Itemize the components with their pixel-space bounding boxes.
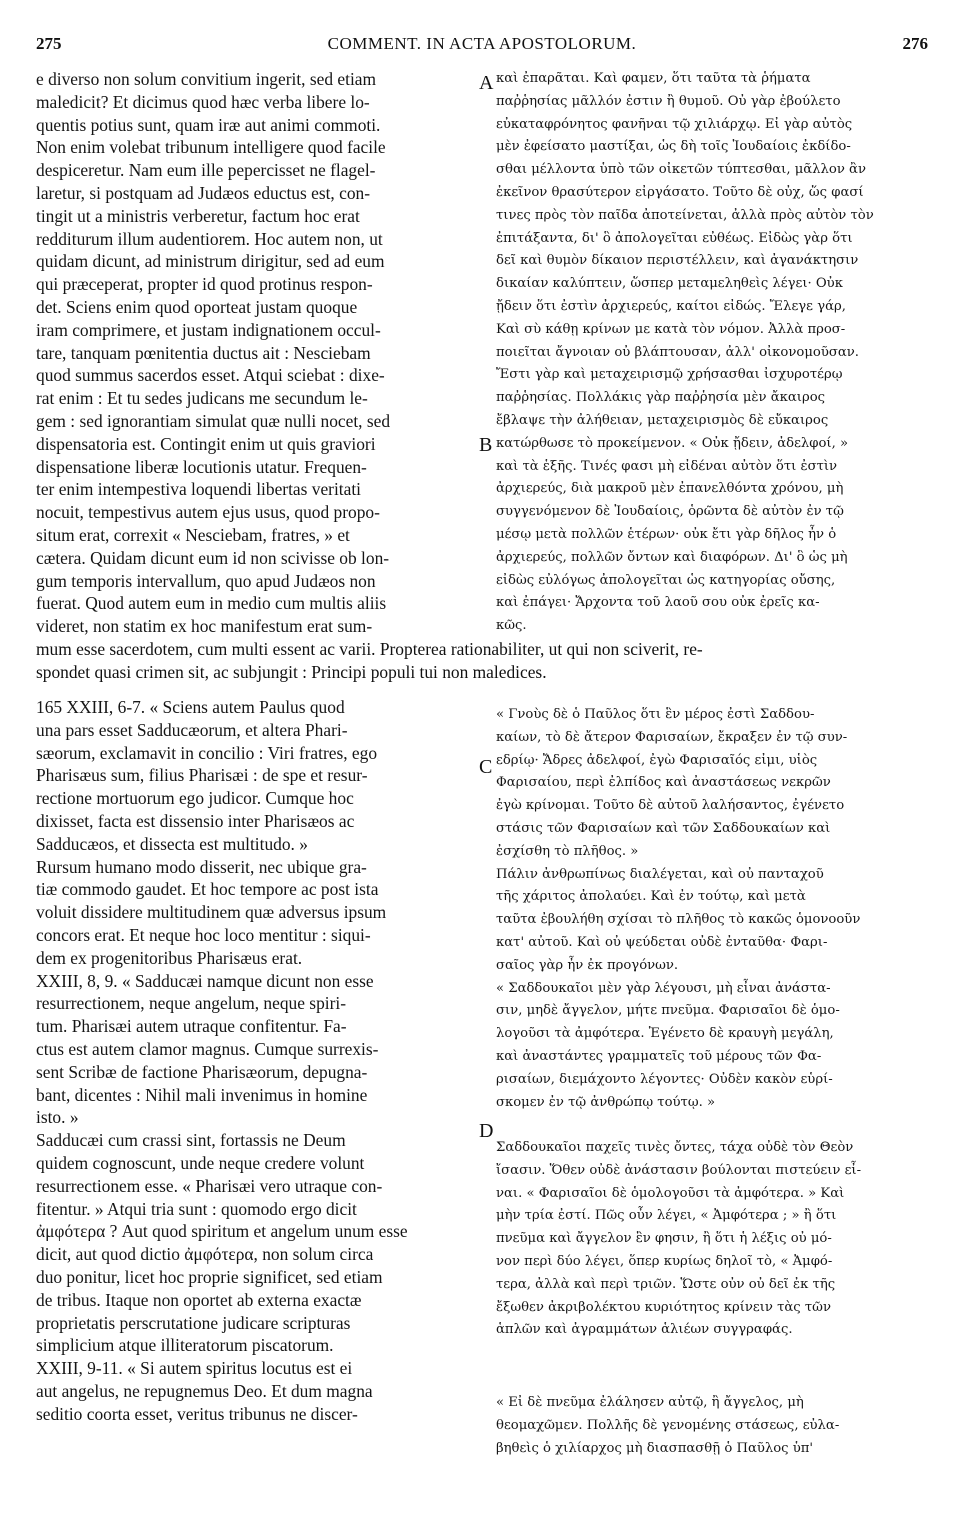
latin-text-line: ἀμφότερα ? Aut quod spiritum et angelum unum esse <box>36 1221 408 1242</box>
greek-text-line: ἔξωθεν ἀκριβολέκτου κυριότητος κρίνειν τὰς τῶν <box>496 1299 831 1315</box>
greek-text-line: σθαι μέλλοντα ὑπὸ τῶν οἰκετῶν τύπτεσθαι, μᾶλλον ἂν <box>496 162 866 178</box>
latin-text-line: bant, dicentes : Nihil mali invenimus in homine <box>36 1084 368 1105</box>
latin-text-line: fitentur. » Atqui tria sunt : quomodo ergo dicit <box>36 1198 357 1219</box>
greek-text-line: καὶ τὰ ἑξῆς. Τινές φασι μὴ εἰδέναι αὐτὸν ὅτι ἐστὶν <box>496 458 838 474</box>
greek-text-line: Πάλιν ἀνθρωπίνως διαλέγεται, καὶ οὐ πανταχοῦ <box>496 866 824 882</box>
greek-text-line: δικαίαν καλύπτειν, ὥσπερ μεταμεληθεὶς λέγει· Οὐκ <box>496 276 843 292</box>
greek-text-line: τινες πρὸς τὸν παῖδα ἀποτείνεται, ἀλλὰ πρὸς αὐτὸν τὸν <box>496 207 874 223</box>
greek-text-line: Καὶ σὺ κάθῃ κρίνων με κατὰ τὸν νόμον. Ἀλλὰ προσ- <box>496 321 846 337</box>
greek-text-line: σκομεν ἐν τῷ ἀνθρώπῳ τούτῳ. » <box>496 1094 716 1110</box>
greek-text-line: ναι. « Φαρισαῖοι δὲ ὁμολογοῦσι τὰ ἀμφότερα. » Καὶ <box>496 1185 845 1201</box>
latin-text-line: fuerat. Quod autem eum in medio cum multis aliis <box>36 593 387 614</box>
running-title: COMMENT. IN ACTA APOSTOLORUM. <box>327 34 637 53</box>
latin-text-line: despiceretur. Nam eum ille pepercisset ne flagel- <box>36 160 376 181</box>
latin-text-line: XXIII, 9-11. « Si autem spiritus locutus est ei <box>36 1358 353 1379</box>
greek-text-line: ἐσχίσθη τὸ πλῆθος. » <box>496 843 639 859</box>
full-width-line-2: spondet quasi crimen sit, ac subjungit : Principi populi tui non maledices. <box>36 662 547 682</box>
greek-text-line: σαῖος γὰρ ἦν ἐκ προγόνων. <box>496 957 679 973</box>
latin-text-line: quentis potius sunt, quam iræ aut animi commoti. <box>36 114 381 135</box>
margin-mark-c: C <box>479 756 493 778</box>
latin-text-line: rectione mortuorum ego judicor. Cumque hoc <box>36 788 354 809</box>
greek-text-line: βηθεὶς ὁ χιλίαρχος μὴ διασπασθῇ ὁ Παῦλος ὑπ' <box>496 1440 814 1456</box>
latin-text-line: quidam dicunt, ad ministrum dirigitur, sed ad eum <box>36 251 385 272</box>
margin-mark-a: A <box>479 72 494 94</box>
greek-text-line: λογοῦσι τὰ ἀμφότερα. Ἐγένετο δὲ κραυγὴ μεγάλη, <box>496 1026 834 1042</box>
greek-text-line: καὶ ἐπαρᾶται. Καὶ φαμεν, ὅτι ταῦτα τὰ ῥήματα <box>496 71 811 86</box>
greek-text-line: νον περὶ δύο λέγει, ὅπερ κυρίως δηλοῖ τὸ, « Ἀμφό- <box>496 1253 833 1269</box>
margin-mark-b: B <box>479 434 493 456</box>
greek-text-line: τερα, ἀλλὰ καὶ περὶ τριῶν. Ὥστε οὐν οὐ δεῖ ἐκ τῆς <box>496 1276 836 1292</box>
greek-text-line: μὲν ἐφείσατο μαστίξαι, ὡς δὴ τοῖς Ἰουδαίοις ἐκδίδο- <box>496 139 851 155</box>
page-number-right: 276 <box>902 34 928 53</box>
latin-text-line: tare, tanquam pœnitentia ductus ait : Nesciebam <box>36 342 371 363</box>
greek-text-line: παῤῥησίας. Πολλάκις γὰρ παῤῥησία μὲν ἄκαιρος <box>496 390 826 406</box>
latin-text-line: e diverso non solum convitium ingerit, sed etiam <box>36 69 377 89</box>
latin-text-line: tingit ut a ministris verberetur, factum hoc erat <box>36 205 360 226</box>
greek-text-line: πνεῦμα καὶ ἄγγελον ἓν φησιν, ἢ ὅτι ἡ λέξις οὐ μό- <box>496 1231 832 1247</box>
greek-column-2a <box>496 704 932 1114</box>
latin-text-line: ctus est autem clamor magnus. Cumque surrexis- <box>36 1038 379 1059</box>
margin-mark-d: D <box>479 1120 494 1142</box>
greek-text-line: καὶ ἐπάγει· Ἄρχοντα τοῦ λαοῦ σου οὐκ ἐρεῖς κα- <box>496 595 820 611</box>
latin-text-line: Non enim volebat tribunum intelligere quod facile <box>36 137 386 158</box>
greek-text-line: συγγενόμενον δὲ Ἰουδαίοις, ὁρῶντα δὲ αὐτὸν ἐν τῷ <box>496 504 844 520</box>
latin-text-line: duo ponitur, licet hoc proprie significet, sed etiam <box>36 1266 383 1287</box>
latin-text-line: cætera. Quidam dicunt eum id non scivisse ob lon- <box>36 547 390 568</box>
latin-text-line: maledicit? Et dicimus quod hæc verba libere lo- <box>36 91 370 112</box>
greek-text-line: κατώρθωσε τὸ προκείμενον. « Οὐκ ᾔδειν, ἀδελφοί, » <box>496 435 849 451</box>
latin-text-line: seditio coorta esset, veritus tribunus ne discer- <box>36 1403 358 1424</box>
greek-text-line: ρισαίων, διεμάχοντο λέγοντες· Οὐδὲν κακὸν εὑρί- <box>496 1071 833 1087</box>
greek-text-line: Ἔστι γὰρ καὶ μεταχειρισμῷ χρήσασθαι ἰσχυροτέρῳ <box>496 367 843 383</box>
latin-text-line: quidem cognoscunt, unde neque credere volunt <box>36 1152 365 1173</box>
latin-text-line: dixisset, facta est dissensio inter Pharisæos ac <box>36 810 355 831</box>
full-width-line-1: mum esse sacerdotem, cum multi essent ac varii. Propterea rationabiliter, ut qui non sciverit, re- <box>36 639 703 659</box>
greek-text-line: κῶς. <box>496 618 527 634</box>
latin-text-line: iram comprimere, et justam indignationem occul- <box>36 319 381 340</box>
greek-text-line: εδρίῳ· Ἄδρες ἀδελφοί, ἐγὼ Φαρισαῖός εἰμι, υἱὸς <box>496 752 818 768</box>
latin-text-line: aut angelus, ne repugnemus Deo. Et dum magna <box>36 1380 373 1401</box>
latin-text-line: rat enim : Et tu sedes judicans me secundum le- <box>36 388 368 409</box>
greek-text-line: ποιεῖται ἄγνοιαν οὐ βλάπτουσαν, ἀλλ' οἰκονομοῦσαν. <box>496 344 859 360</box>
greek-text-line: δεῖ καὶ θυμὸν δίκαιον περιστέλλειν, καὶ ἀγανάκτησιν <box>496 253 859 269</box>
greek-text-line: ἐκεῖνον θρασύτερον εἰργάσατο. Τοῦτο δὲ οὐχ, ὥς φασί <box>496 184 864 200</box>
greek-text-line: σιν, μηδὲ ἄγγελον, μήτε πνεῦμα. Φαρισαῖοι δὲ ὁμο- <box>496 1003 840 1019</box>
greek-text-line: « Γνοὺς δὲ ὁ Παῦλος ὅτι ἓν μέρος ἐστὶ Σαδδου- <box>496 707 815 722</box>
greek-text-line: ἀρχιερεύς, διὰ μακροῦ μὲν ἐπανελθόντα χρόνου, μὴ <box>496 481 844 497</box>
latin-text-line: gum temporis intervallum, quo apud Judæos non <box>36 570 376 591</box>
greek-text-line: ἴσασιν. Ὅθεν οὐδὲ ἀνάστασιν βούλονται πιστεύειν εἶ- <box>496 1162 862 1178</box>
latin-text-line: dicit, aut quod dictio ἀμφότερα, non solum circa <box>36 1244 374 1265</box>
latin-text-line: 165 XXIII, 6-7. « Sciens autem Paulus quod <box>36 697 345 717</box>
greek-text-line: ταῦτα ἐβουλήθη σχίσαι τὸ πλῆθος τὸ κακῶς ὁμονοοῦν <box>496 912 861 928</box>
latin-text-line: laretur, si postquam ad Judæos eductus est, con- <box>36 182 371 203</box>
latin-text-line: XXIII, 8, 9. « Sadducæi namque dicunt non esse <box>36 970 374 991</box>
greek-text-line: μὴν τρία ἐστί. Πῶς οὖν λέγει, « Ἀμφότερα ; » ἢ ὅτι <box>496 1208 837 1224</box>
greek-text-line: Σαδδουκαῖοι παχεῖς τινὲς ὄντες, τάχα οὐδὲ τὸν Θεὸν <box>496 1140 854 1155</box>
greek-text-line: καίων, τὸ δὲ ἄτερον Φαρισαίων, ἔκραξεν ἐν τῷ συν- <box>496 729 848 745</box>
latin-text-line: concors erat. Et neque hoc loco mentitur : siqui- <box>36 924 371 945</box>
greek-text-line: εἰδὼς εὐλόγως ἀπολογεῖται ὡς κατηγορίας οὔσης, <box>496 572 836 588</box>
greek-text-line: « Εἰ δὲ πνεῦμα ἐλάλησεν αὐτῷ, ἢ ἄγγελος, μὴ <box>496 1395 804 1410</box>
greek-text-line: εὐκαταφρόνητος φανῆναι τῷ χιλιάρχῳ. Εἰ γὰρ αὐτὸς <box>496 116 853 132</box>
latin-text-line: resurrectionem esse. « Pharisæi vero utraque con- <box>36 1175 383 1196</box>
greek-text-line: « Σαδδουκαῖοι μὲν γὰρ λέγουσι, μὴ εἶναι ἀνάστα- <box>496 980 831 996</box>
latin-text-line: videret, non statim ex hoc manifestum erat sum- <box>36 616 373 637</box>
latin-text-line: sæorum, exclamavit in concilio : Viri fratres, ego <box>36 742 378 763</box>
latin-text-line: ter enim intempestiva loquendi libertas veritati <box>36 479 362 500</box>
latin-text-line: qui præceperat, propter id quod protinus respon- <box>36 274 373 295</box>
greek-text-line: καὶ ἀναστάντες γραμματεῖς τοῦ μέρους τῶν Φα- <box>496 1048 822 1064</box>
greek-text-line: ἐπιτάξαντα, δι' ὃ ἀπολογεῖται εὐθέως. Εἰδὼς γὰρ ὅτι <box>496 230 853 246</box>
greek-text-line: τῆς χάριτος ἀπολαύει. Καὶ ἐν τούτῳ, καὶ μετὰ <box>496 889 806 905</box>
latin-text-line: det. Sciens enim quod oporteat justam quoque <box>36 296 358 317</box>
latin-text-line: sent Scribæ de factione Pharisæorum, depugna- <box>36 1061 368 1082</box>
greek-text-line: μέσῳ μετὰ πολλῶν ἑτέρων· οὐκ ἔτι γὰρ δῆλος ἦν ὁ <box>496 526 837 542</box>
latin-text-line: Sadducæi cum crassi sint, fortassis ne Deum <box>36 1130 346 1151</box>
page-number-left: 275 <box>36 34 62 53</box>
greek-text-line: παῤῥησίας μᾶλλόν ἐστιν ἢ θυμοῦ. Οὐ γὰρ ἐβούλετο <box>496 93 841 109</box>
greek-column-2c <box>496 1392 932 1460</box>
greek-column-1 <box>496 68 932 638</box>
greek-text-line: στάσις τῶν Φαρισαίων καὶ τῶν Σαδδουκαίων καὶ <box>496 820 831 836</box>
latin-column-2 <box>36 696 476 1426</box>
latin-text-line: tiæ commodo gaudet. Et hoc tempore ac post ista <box>36 879 379 900</box>
latin-text-line: voluit dissidere multitudinem quæ adversus ipsum <box>36 902 387 923</box>
greek-text-line: ἀρχιερεύς, πολλῶν ὄντων καὶ διαφόρων. Δι' ὃ ὡς μὴ <box>496 549 848 565</box>
latin-text-line: Pharisæus sum, filius Pharisæi : de spe et resur- <box>36 765 368 786</box>
running-header <box>0 34 964 56</box>
greek-column-2b <box>496 1137 932 1342</box>
latin-text-line: Sadducæos, et dissecta est multitudo. » <box>36 833 308 854</box>
latin-text-line: dispensatione liberæ locutionis utatur. Frequen- <box>36 456 367 477</box>
latin-column-1 <box>36 68 476 638</box>
greek-text-line: Φαρισαίου, περὶ ἐλπίδος καὶ ἀναστάσεως νεκρῶν <box>496 775 831 791</box>
latin-text-line: proprietatis perscrutatione judicare scripturas <box>36 1312 351 1333</box>
greek-text-line: θεομαχῶμεν. Πολλῆς δὲ γενομένης στάσεως, εὐλα- <box>496 1417 840 1433</box>
latin-text-line: de tribus. Itaque non oportet ab externa exactæ <box>36 1289 362 1310</box>
latin-text-line: tum. Pharisæi autem utraque confitentur. Fa- <box>36 1016 347 1037</box>
latin-text-line: dispensatoria est. Contingit enim ut quis graviori <box>36 433 376 454</box>
latin-text-line: isto. » <box>36 1107 79 1128</box>
greek-text-line: ἐγὼ κρίνομαι. Τοῦτο δὲ αὐτοῦ λαλήσαντος, ἐγένετο <box>496 798 845 814</box>
latin-text-line: gem : sed ignorantiam simulat quæ nulli nocet, sed <box>36 410 391 431</box>
latin-text-line: Rursum humano modo disserit, nec ubique gra- <box>36 856 367 877</box>
latin-text-line: una pars esset Sadducæorum, et altera Phari- <box>36 719 348 740</box>
greek-text-line: ἁπλῶν καὶ ἀγραμμάτων ἁλιέων συγγραφάς. <box>496 1322 793 1338</box>
latin-text-line: quod summus sacerdos esset. Atqui sciebat : dixe- <box>36 365 385 386</box>
latin-text-line: simplicium atque illiteratorum piscatorum. <box>36 1335 334 1356</box>
greek-text-line: ᾔδειν ὅτι ἐστὶν ἀρχιερεύς, καίτοι εἰδώς. Ἔλεγε γάρ, <box>496 298 846 314</box>
greek-text-line: κατ' αὐτοῦ. Καὶ οὐ ψεύδεται οὐδὲ ἐνταῦθα· Φαρι- <box>496 934 828 950</box>
latin-text-line: situm erat, correxit « Nesciebam, fratres, » et <box>36 524 350 545</box>
greek-text-line: ἔβλαψε τὴν ἀλήθειαν, μεταχειρισμὸς δὲ εὔκαιρος <box>496 412 829 428</box>
latin-text-line: dem ex progenitoribus Pharisæus erat. <box>36 947 303 968</box>
latin-text-line: nocuit, tempestivus autem ejus usus, quod propo- <box>36 502 380 523</box>
latin-text-line: resurrectionem, neque angelum, neque spiri- <box>36 993 347 1014</box>
latin-text-line: redditurum illum audentiorem. Hoc autem non, ut <box>36 228 383 249</box>
